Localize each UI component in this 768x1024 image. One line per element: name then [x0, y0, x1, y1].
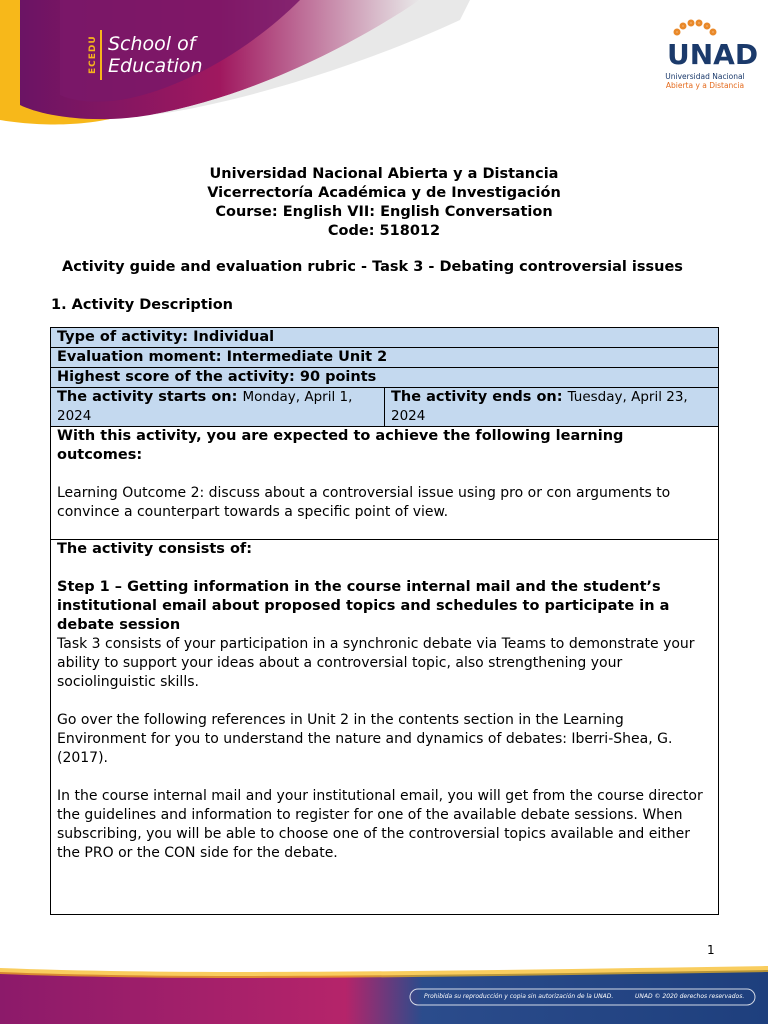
paragraph-2: Go over the following references in Unit 2 in the contents section in the Learning Environment for you to understand the nature and dynamics of debates: Iberri-Shea, G. (2017). — [57, 712, 673, 766]
footer-notice: Prohibida su reproducción y copia sin autorización de la UNAD. — [424, 993, 614, 1000]
course-title: Course: English VII: English Conversation — [215, 204, 553, 220]
unad-emblem-icon — [665, 20, 759, 71]
activity-table — [50, 327, 719, 915]
unad-logo-text: UNAD — [667, 38, 759, 71]
course-code: Code: 518012 — [327, 223, 441, 239]
footer-copyright: UNAD © 2020 derechos reservados. — [635, 993, 745, 1000]
page-number: 1 — [707, 943, 715, 957]
school-of-education-logo — [88, 30, 203, 80]
paragraph-1: Task 3 consists of your participation in a synchronic debate via Teams to demonstrate your ability to support your ideas about a controversial topic, also strengthening your sociolinguistic skills. — [57, 636, 695, 690]
unad-name-line2: Abierta y a Distancia — [665, 81, 745, 90]
university-title: Universidad Nacional Abierta y a Distancia — [209, 166, 559, 182]
consists-heading: The activity consists of: — [57, 541, 253, 557]
school-line2: Education — [108, 55, 203, 77]
guide-title: Activity guide and evaluation rubric - Task 3 - Debating controversial issues — [62, 259, 683, 275]
ecedu-label: ECEDU — [88, 30, 102, 80]
end-date-cell — [385, 388, 719, 427]
evaluation-moment: Evaluation moment: Intermediate Unit 2 — [51, 348, 719, 368]
step1-heading: Step 1 – Getting information in the course internal mail and the student’s institutional email about proposed topics and schedules to participate in a debate session — [57, 579, 670, 633]
section-title: 1. Activity Description — [51, 297, 234, 313]
activity-type: Type of activity: Individual — [51, 328, 719, 348]
school-line1: School of — [108, 33, 196, 55]
activity-consists-cell — [51, 540, 719, 915]
vicerrectoria-title: Vicerrectoría Académica y de Investigación — [207, 185, 561, 201]
outcomes-heading: With this activity, you are expected to achieve the following learning outcomes: — [57, 428, 624, 463]
start-value: Monday, April 1, 2024 — [57, 389, 353, 424]
unad-logo — [660, 20, 759, 90]
paragraph-3: In the course internal mail and your institutional email, you will get from the course director the guidelines and information to register for one of the available debate sessions. When subscribing, you will be able to choose one of the controversial topics available and either the PRO or the CON side for the debate. — [57, 788, 703, 861]
start-label: The activity starts on: — [57, 389, 238, 405]
unad-name-line1: Universidad Nacional — [665, 72, 745, 81]
end-label: The activity ends on: — [391, 389, 563, 405]
start-date-cell — [51, 388, 385, 427]
outcome-text: Learning Outcome 2: discuss about a controversial issue using pro or con arguments to convince a counterpart towards a specific point of view. — [57, 485, 671, 520]
learning-outcomes-cell — [51, 427, 719, 540]
end-value: Tuesday, April 23, 2024 — [391, 389, 688, 424]
highest-score: Highest score of the activity: 90 points — [51, 368, 719, 388]
